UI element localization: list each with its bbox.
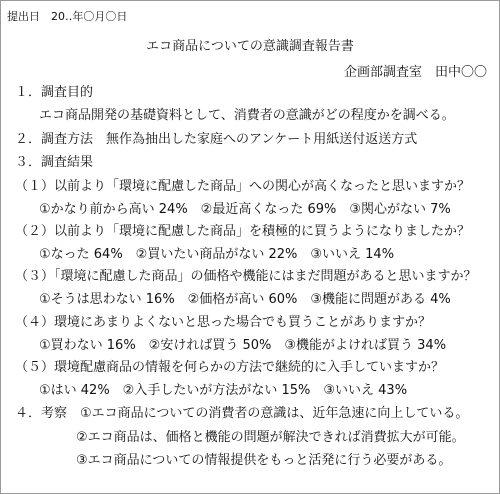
answers-5: ①はい 42% ②入手したいが方法がない 15% ③いいえ 43% (39, 383, 408, 398)
section-purpose-body: エコ商品開発の基礎資料として、消費者の意識がどの程度かを調べる。 (39, 108, 455, 123)
conclusion-1: ４．考察 ①エコ商品についての消費者の意識は、近年急速に向上している。 (15, 406, 469, 421)
section-results-heading: ３．調査結果 (15, 155, 94, 170)
conclusion-2: ②エコ商品は、価格と機能の問題が解決できれば消費拡大が可能。 (76, 430, 465, 445)
submission-date: 提出日 20‥年〇月〇日 (7, 10, 128, 23)
conclusion-3: ③エコ商品についての情報提供をもっと活発に行う必要がある。 (76, 453, 452, 468)
question-4: （４）環境にあまりよくないと思った場合でも買うことがありますか？ (15, 315, 432, 330)
answers-3: ①そうは思わない 16% ②価格が高い 60% ③機能に問題がある 4% (39, 292, 451, 307)
document-title: エコ商品についての意識調査報告書 (146, 39, 354, 54)
answers-4: ①買わない 16% ②安ければ買う 50% ③機能がよければ買う 34% (39, 338, 447, 353)
question-3: （３）「環境に配慮した商品」の価格や機能にはまだ問題があると思いますか？ (15, 269, 477, 284)
section-method: ２．調査方法 無作為抽出した家庭へのアンケート用紙送付返送方式 (15, 132, 418, 147)
author-line: 企画部調査室 田中〇〇 (343, 65, 487, 80)
section-purpose-heading: １．調査目的 (15, 85, 94, 100)
answers-2: ①なった 64% ②買いたい商品がない 22% ③いいえ 14% (39, 247, 395, 262)
answers-1: ①かなり前から高い 24% ②最近高くなった 69% ③関心がない 7% (39, 202, 451, 217)
question-1: （１）以前より「環境に配慮した商品」への関心が高くなったと思いますか？ (15, 179, 471, 194)
question-5: （５）環境配慮商品の情報を何らかの方法で継続的に入手していますか？ (15, 360, 445, 375)
question-2: （２）以前より「環境に配慮した商品」を積極的に買うようになりましたか？ (15, 224, 471, 239)
